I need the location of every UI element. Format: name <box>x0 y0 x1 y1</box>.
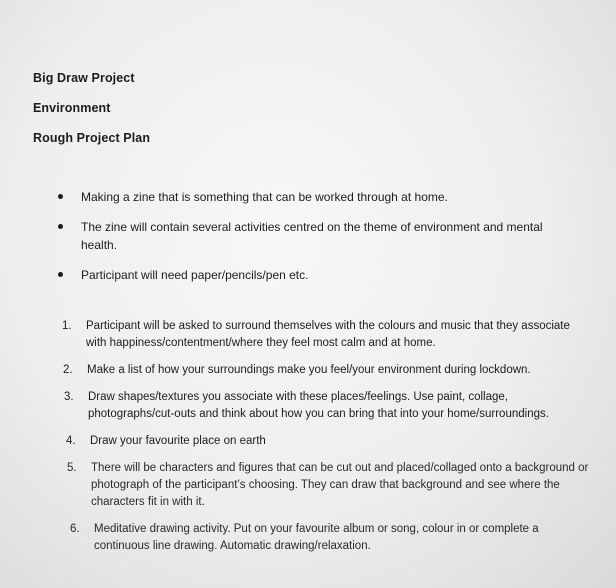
list-item <box>64 389 592 423</box>
list-number: 3. <box>64 391 74 403</box>
list-number: 6. <box>70 523 80 535</box>
list-item <box>62 318 592 352</box>
bullet-icon <box>58 224 63 229</box>
list-text: Draw shapes/textures you associate with these places/feelings. Use paint, collage, photographs/cut-outs and think about how you can bring that into your home/surroundings. <box>88 391 549 420</box>
list-number: 5. <box>67 462 77 474</box>
list-item <box>70 521 592 555</box>
list-number: 1. <box>62 320 72 332</box>
document-title: Big Draw Project <box>33 71 135 85</box>
plan-heading: Rough Project Plan <box>33 131 151 145</box>
document-theme-heading: Environment <box>33 101 111 115</box>
bullet-item <box>58 218 578 254</box>
bullet-item <box>58 188 578 206</box>
list-text: Draw your favourite place on earth <box>90 435 266 447</box>
bullet-icon <box>58 194 63 199</box>
list-text: Participant will be asked to surround themselves with the colours and music that they associate with happiness/contentment/where they feel most calm and at home. <box>86 320 570 349</box>
bullet-item <box>58 266 578 284</box>
list-number: 4. <box>66 435 76 447</box>
list-text: Meditative drawing activity. Put on your favourite album or song, colour in or complete a continuous line drawing. Automatic drawing/relaxation. <box>94 523 539 552</box>
bullet-text: Participant will need paper/pencils/pen etc. <box>81 268 309 282</box>
list-item <box>66 433 592 450</box>
bullet-text: The zine will contain several activities centred on the theme of environment and mental health. <box>81 220 543 252</box>
list-item <box>63 362 592 379</box>
numbered-list <box>62 318 592 565</box>
list-item <box>67 460 592 511</box>
list-text: There will be characters and figures that can be cut out and placed/collaged onto a background or photograph of the participant’s choosing. They can draw that background and see where the characters fit in with it. <box>91 462 589 508</box>
bullet-list <box>58 188 578 296</box>
bullet-text: Making a zine that is something that can be worked through at home. <box>81 190 448 204</box>
bullet-icon <box>58 272 63 277</box>
list-text: Make a list of how your surroundings make you feel/your environment during lockdown. <box>87 364 531 376</box>
list-number: 2. <box>63 364 73 376</box>
